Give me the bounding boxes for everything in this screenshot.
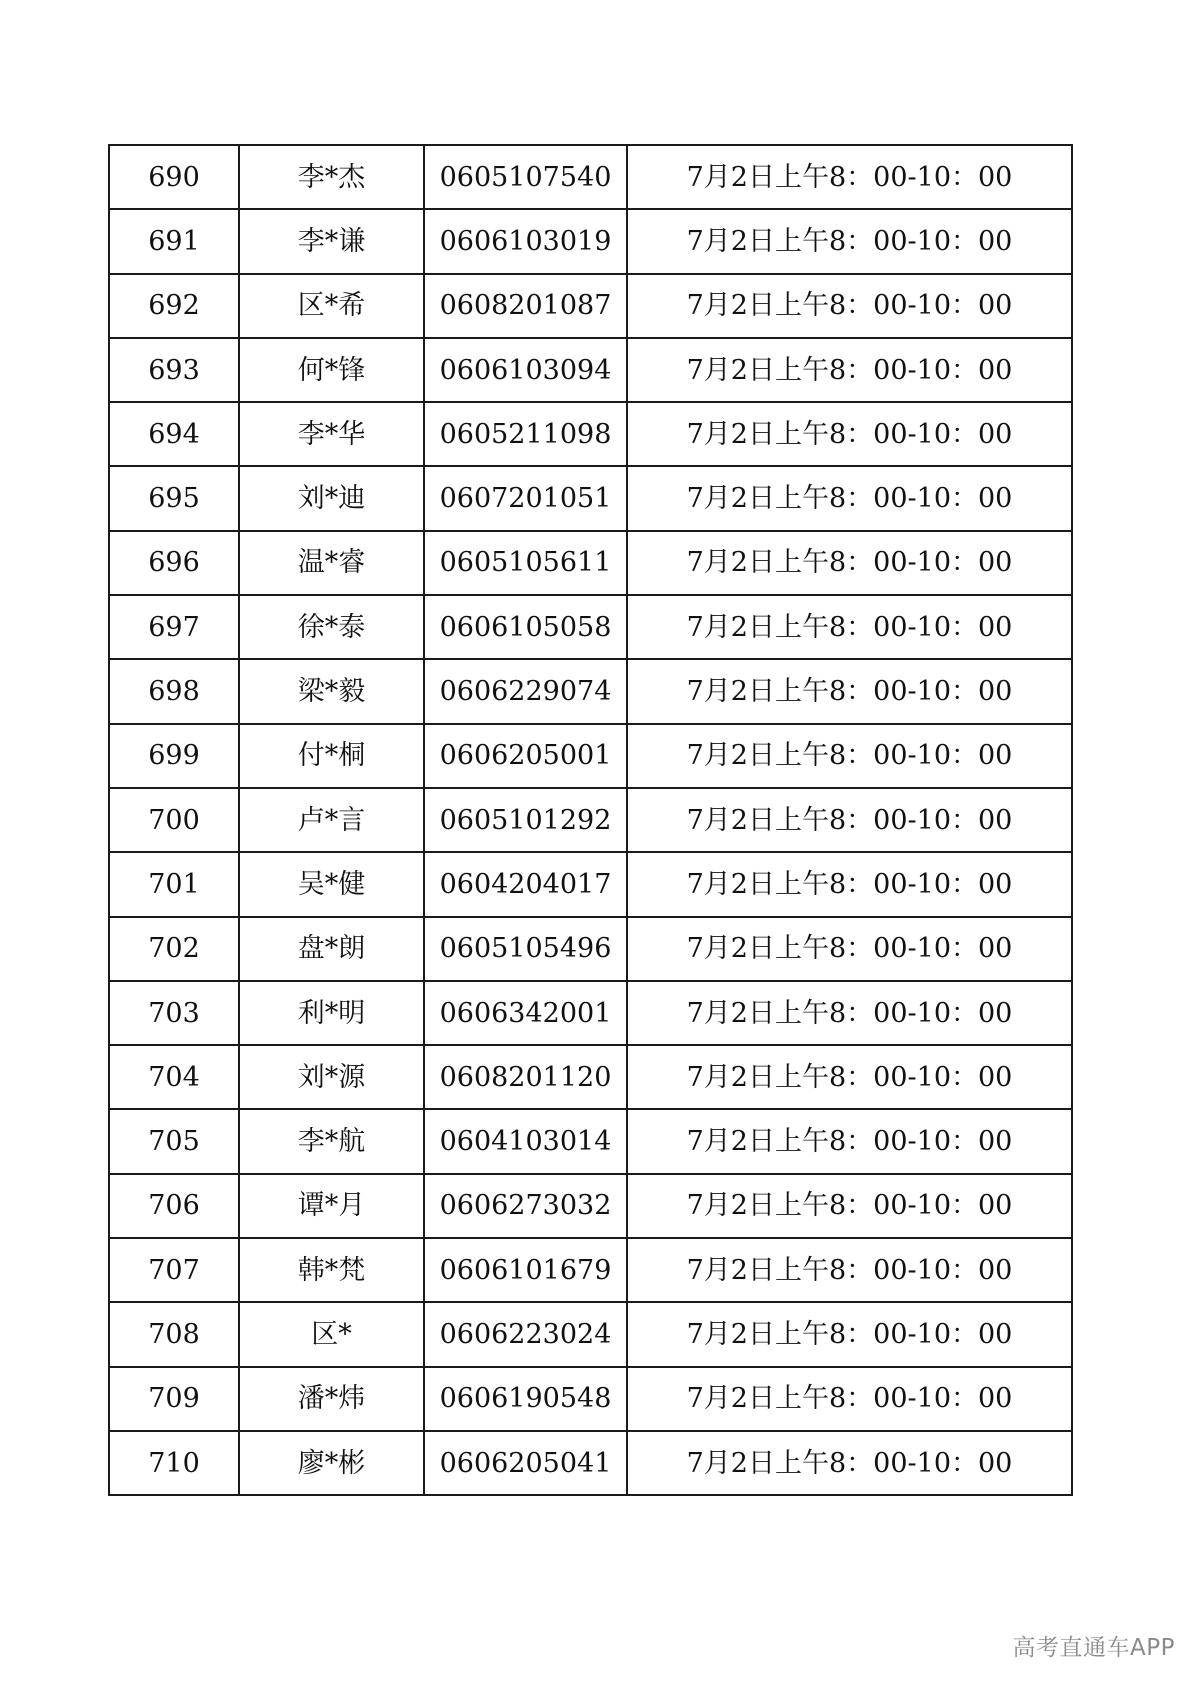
- name-cell: 谭*月: [239, 1174, 424, 1238]
- exam-id-cell: 0605211098: [424, 402, 627, 466]
- name-cell: 李*航: [239, 1109, 424, 1173]
- row-number-cell: 691: [109, 209, 239, 273]
- row-number-cell: 708: [109, 1302, 239, 1366]
- row-number-cell: 700: [109, 788, 239, 852]
- time-slot-cell: 7月2日上午8：00-10：00: [627, 274, 1072, 338]
- table-row: [109, 531, 1072, 595]
- roster-table-body: [109, 145, 1072, 1495]
- row-number-cell: 697: [109, 595, 239, 659]
- row-number-cell: 693: [109, 338, 239, 402]
- table-row: [109, 1109, 1072, 1173]
- exam-id-cell: 0604204017: [424, 852, 627, 916]
- name-cell: 韩*梵: [239, 1238, 424, 1302]
- time-slot-cell: 7月2日上午8：00-10：00: [627, 1109, 1072, 1173]
- table-row: [109, 595, 1072, 659]
- row-number-cell: 706: [109, 1174, 239, 1238]
- time-slot-cell: 7月2日上午8：00-10：00: [627, 531, 1072, 595]
- name-cell: 刘*源: [239, 1045, 424, 1109]
- watermark-text: 高考直通车APP: [1012, 1635, 1175, 1661]
- table-row: [109, 659, 1072, 723]
- time-slot-cell: 7月2日上午8：00-10：00: [627, 145, 1072, 209]
- time-slot-cell: 7月2日上午8：00-10：00: [627, 466, 1072, 530]
- time-slot-cell: 7月2日上午8：00-10：00: [627, 788, 1072, 852]
- exam-id-cell: 0606229074: [424, 659, 627, 723]
- time-slot-cell: 7月2日上午8：00-10：00: [627, 1431, 1072, 1495]
- exam-id-cell: 0606223024: [424, 1302, 627, 1366]
- table-row: [109, 1045, 1072, 1109]
- exam-id-cell: 0607201051: [424, 466, 627, 530]
- table-row: [109, 274, 1072, 338]
- name-cell: 付*桐: [239, 724, 424, 788]
- row-number-cell: 699: [109, 724, 239, 788]
- time-slot-cell: 7月2日上午8：00-10：00: [627, 1367, 1072, 1431]
- name-cell: 卢*言: [239, 788, 424, 852]
- row-number-cell: 694: [109, 402, 239, 466]
- time-slot-cell: 7月2日上午8：00-10：00: [627, 724, 1072, 788]
- table-row: [109, 1302, 1072, 1366]
- time-slot-cell: 7月2日上午8：00-10：00: [627, 917, 1072, 981]
- name-cell: 何*锋: [239, 338, 424, 402]
- exam-id-cell: 0605105611: [424, 531, 627, 595]
- table-row: [109, 466, 1072, 530]
- name-cell: 潘*炜: [239, 1367, 424, 1431]
- name-cell: 李*谦: [239, 209, 424, 273]
- time-slot-cell: 7月2日上午8：00-10：00: [627, 338, 1072, 402]
- row-number-cell: 701: [109, 852, 239, 916]
- name-cell: 李*杰: [239, 145, 424, 209]
- table-row: [109, 1174, 1072, 1238]
- exam-id-cell: 0606273032: [424, 1174, 627, 1238]
- table-row: [109, 788, 1072, 852]
- name-cell: 温*睿: [239, 531, 424, 595]
- exam-id-cell: 0606342001: [424, 981, 627, 1045]
- exam-id-cell: 0604103014: [424, 1109, 627, 1173]
- name-cell: 区*希: [239, 274, 424, 338]
- name-cell: 梁*毅: [239, 659, 424, 723]
- name-cell: 刘*迪: [239, 466, 424, 530]
- table-row: [109, 1238, 1072, 1302]
- exam-id-cell: 0605107540: [424, 145, 627, 209]
- row-number-cell: 690: [109, 145, 239, 209]
- time-slot-cell: 7月2日上午8：00-10：00: [627, 1302, 1072, 1366]
- row-number-cell: 707: [109, 1238, 239, 1302]
- name-cell: 廖*彬: [239, 1431, 424, 1495]
- exam-id-cell: 0608201087: [424, 274, 627, 338]
- roster-table: [108, 144, 1073, 1496]
- name-cell: 利*明: [239, 981, 424, 1045]
- name-cell: 李*华: [239, 402, 424, 466]
- exam-id-cell: 0606101679: [424, 1238, 627, 1302]
- table-row: [109, 338, 1072, 402]
- row-number-cell: 702: [109, 917, 239, 981]
- table-row: [109, 852, 1072, 916]
- row-number-cell: 696: [109, 531, 239, 595]
- table-row: [109, 145, 1072, 209]
- name-cell: 吴*健: [239, 852, 424, 916]
- exam-id-cell: 0606205041: [424, 1431, 627, 1495]
- exam-id-cell: 0606105058: [424, 595, 627, 659]
- row-number-cell: 710: [109, 1431, 239, 1495]
- table-row: [109, 917, 1072, 981]
- name-cell: 区*: [239, 1302, 424, 1366]
- table-row: [109, 402, 1072, 466]
- exam-id-cell: 0608201120: [424, 1045, 627, 1109]
- time-slot-cell: 7月2日上午8：00-10：00: [627, 981, 1072, 1045]
- name-cell: 盘*朗: [239, 917, 424, 981]
- row-number-cell: 705: [109, 1109, 239, 1173]
- time-slot-cell: 7月2日上午8：00-10：00: [627, 1045, 1072, 1109]
- time-slot-cell: 7月2日上午8：00-10：00: [627, 402, 1072, 466]
- table-row: [109, 724, 1072, 788]
- table-row: [109, 981, 1072, 1045]
- exam-id-cell: 0606190548: [424, 1367, 627, 1431]
- exam-id-cell: 0605101292: [424, 788, 627, 852]
- time-slot-cell: 7月2日上午8：00-10：00: [627, 659, 1072, 723]
- table-row: [109, 1367, 1072, 1431]
- exam-id-cell: 0605105496: [424, 917, 627, 981]
- table-row: [109, 1431, 1072, 1495]
- exam-id-cell: 0606103019: [424, 209, 627, 273]
- time-slot-cell: 7月2日上午8：00-10：00: [627, 1174, 1072, 1238]
- row-number-cell: 709: [109, 1367, 239, 1431]
- row-number-cell: 698: [109, 659, 239, 723]
- row-number-cell: 703: [109, 981, 239, 1045]
- name-cell: 徐*泰: [239, 595, 424, 659]
- time-slot-cell: 7月2日上午8：00-10：00: [627, 1238, 1072, 1302]
- row-number-cell: 695: [109, 466, 239, 530]
- table-row: [109, 209, 1072, 273]
- exam-id-cell: 0606205001: [424, 724, 627, 788]
- row-number-cell: 692: [109, 274, 239, 338]
- time-slot-cell: 7月2日上午8：00-10：00: [627, 209, 1072, 273]
- row-number-cell: 704: [109, 1045, 239, 1109]
- time-slot-cell: 7月2日上午8：00-10：00: [627, 852, 1072, 916]
- exam-id-cell: 0606103094: [424, 338, 627, 402]
- time-slot-cell: 7月2日上午8：00-10：00: [627, 595, 1072, 659]
